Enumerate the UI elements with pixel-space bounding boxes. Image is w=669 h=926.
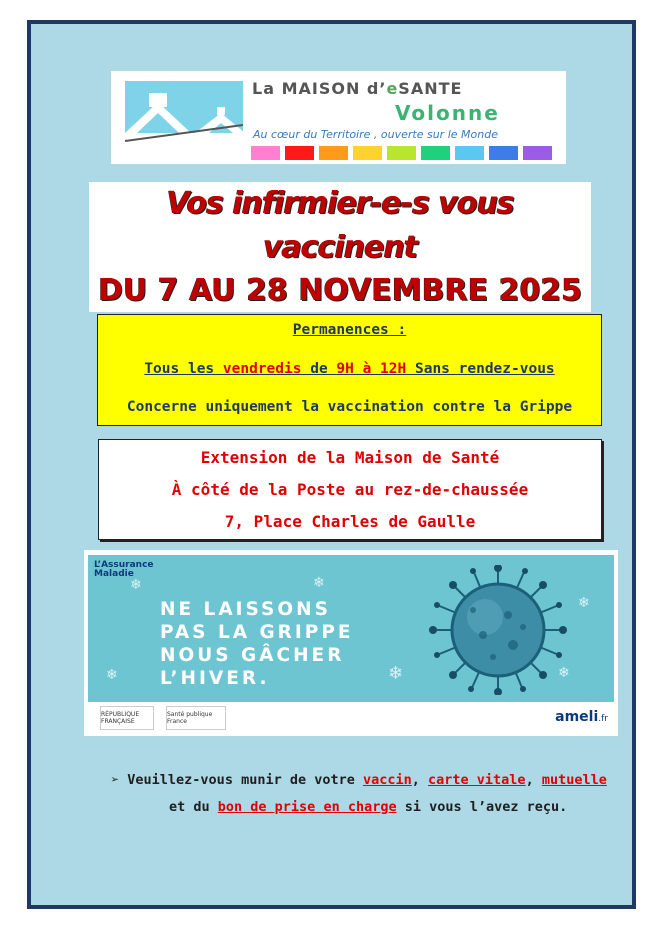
snowflake-icon: ❄ — [106, 667, 118, 683]
schedule-suffix: Sans rendez-vous — [406, 361, 555, 377]
logo-title-prefix: La MAISON d’ — [252, 79, 387, 98]
logo-title-e: e — [386, 79, 399, 98]
snowflake-icon: ❄ — [313, 575, 325, 591]
ameli-main: ameli — [555, 709, 599, 725]
color-swatch — [353, 146, 382, 160]
partner-2-label: Santé publique France — [167, 711, 213, 725]
item-vaccin: vaccin — [362, 772, 412, 788]
color-swatches — [251, 146, 552, 160]
snowflake-icon: ❄ — [130, 577, 142, 593]
item-bon-prise-en-charge: bon de prise en charge — [217, 799, 397, 815]
assurance-maladie-logo — [94, 561, 154, 579]
house-logo-icon — [125, 81, 243, 153]
snowflake-icon: ❄ — [388, 663, 404, 684]
permanences-heading: Permanences : — [292, 322, 407, 338]
logo-subtitle: Volonne — [395, 101, 500, 125]
snowflake-icon: ❄ — [558, 665, 570, 681]
instructions-line-2-suffix: si vous l’avez reçu. — [396, 799, 568, 815]
permanences-box — [97, 314, 602, 426]
title-line-1: Vos infirmier-e-s vous vaccinent — [166, 186, 514, 265]
schedule-prefix: Tous les — [144, 361, 223, 377]
instructions-line-1 — [111, 772, 607, 788]
location-box — [98, 439, 602, 540]
location-line-1: Extension de la Maison de Santé — [200, 448, 500, 467]
location-line-2: À côté de la Poste au rez-de-chaussée — [171, 480, 529, 499]
title-line-2: DU 7 AU 28 NOVEMBRE 2025 — [97, 273, 583, 308]
color-swatch — [523, 146, 552, 160]
ameli-suffix: .fr — [598, 714, 608, 724]
logo-tagline: Au cœur du Territoire , ouverte sur le Monde — [253, 128, 498, 141]
schedule-mid: de — [301, 361, 337, 377]
color-swatch — [319, 146, 348, 160]
logo-title-rest: SANTE — [398, 79, 463, 98]
slogan-line-3: NOUS GÂCHER — [160, 645, 345, 666]
color-swatch — [387, 146, 416, 160]
separator: , — [411, 772, 429, 788]
maison-sante-logo — [111, 71, 566, 164]
color-swatch — [251, 146, 280, 160]
banner-image — [88, 555, 614, 702]
banner-footer — [88, 702, 614, 732]
color-swatch — [285, 146, 314, 160]
org-line-1: L’Assurance — [94, 560, 154, 570]
slogan-line-1: NE LAISSONS — [160, 599, 331, 620]
page-title — [89, 182, 591, 312]
color-swatch — [421, 146, 450, 160]
location-line-3: 7, Place Charles de Gaulle — [224, 512, 476, 531]
instructions-prefix: Veuillez-vous munir de votre — [127, 772, 363, 788]
color-swatch — [455, 146, 484, 160]
item-mutuelle: mutuelle — [541, 772, 607, 788]
poster — [27, 20, 636, 909]
partner-1-label: RÉPUBLIQUE FRANÇAISE — [101, 711, 140, 725]
schedule-time: 9H à 12H — [336, 361, 407, 377]
flu-campaign-banner — [84, 550, 618, 736]
color-swatch — [489, 146, 518, 160]
slogan-line-4: L’HIVER. — [160, 668, 270, 689]
sante-publique-logo — [166, 706, 226, 730]
virus-icon — [413, 565, 583, 695]
separator: , — [525, 772, 542, 788]
permanences-note: Concerne uniquement la vaccination contre la Grippe — [126, 399, 573, 415]
arrow-bullet-icon: ➢ — [111, 772, 120, 788]
logo-title — [252, 79, 462, 98]
campaign-slogan — [160, 598, 354, 690]
schedule-day: vendredis — [222, 361, 302, 377]
org-line-2: Maladie — [94, 569, 134, 579]
permanences-schedule — [98, 361, 601, 377]
instructions-line-2-prefix: et du — [169, 799, 218, 815]
slogan-line-2: PAS LA GRIPPE — [160, 622, 354, 643]
snowflake-icon: ❄ — [578, 595, 590, 611]
instructions-line-2 — [169, 799, 567, 815]
ameli-logo — [555, 709, 608, 725]
republique-logo — [100, 706, 154, 730]
item-carte-vitale: carte vitale — [428, 772, 526, 788]
